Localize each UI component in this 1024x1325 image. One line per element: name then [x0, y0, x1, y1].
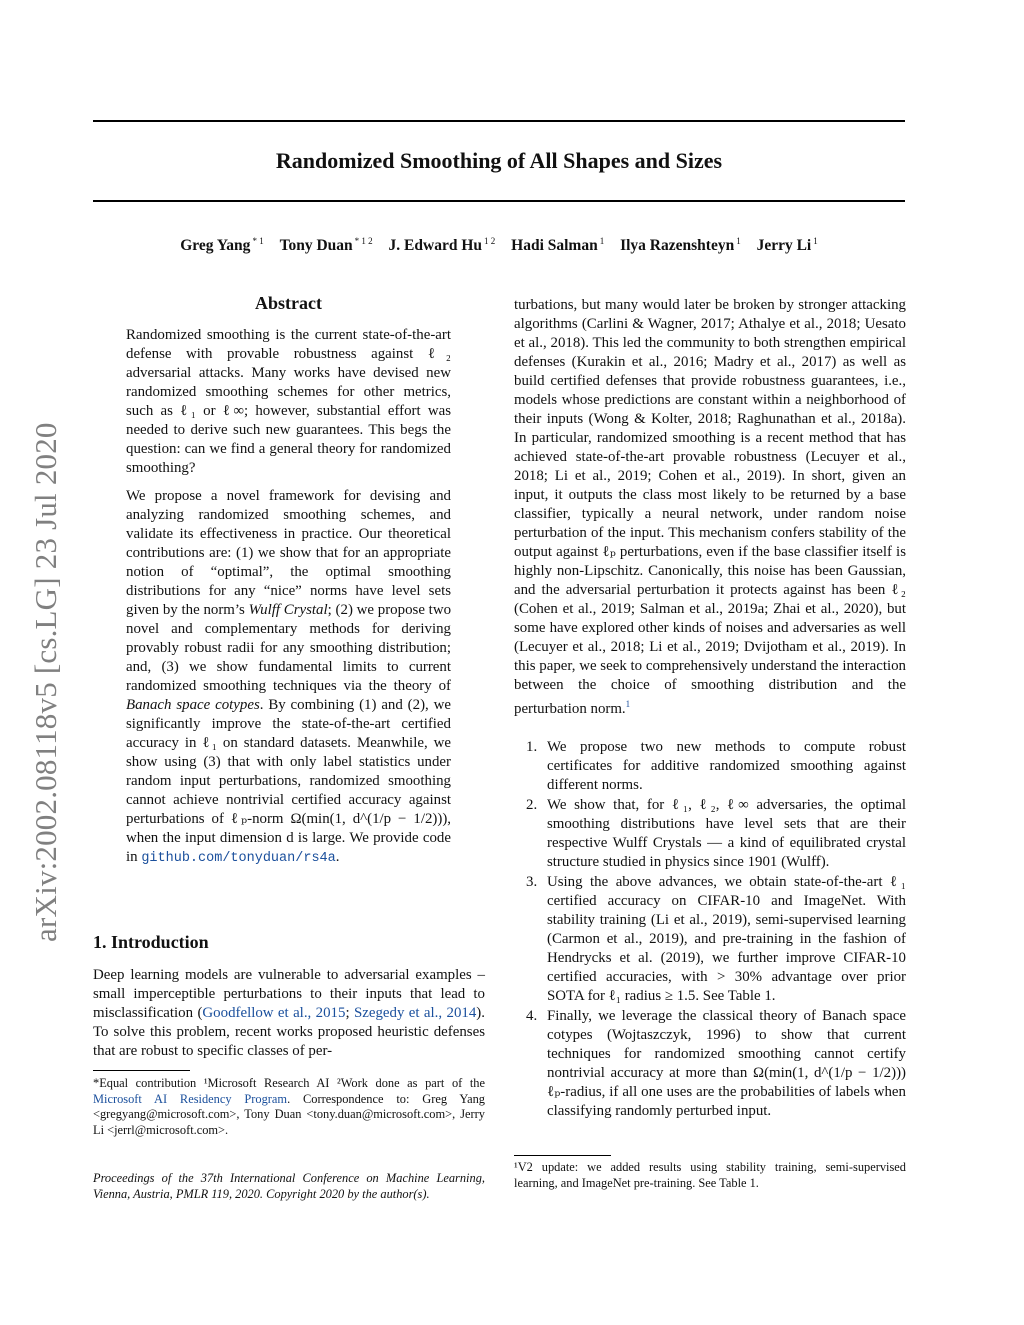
title-rule-bottom [93, 200, 905, 202]
list-item: 1. We propose two new methods to compute robust certificates for additive randomized smoothing against different norms. [526, 738, 906, 793]
author-list [93, 236, 905, 255]
footnote-marker[interactable]: 1 [625, 699, 631, 709]
author: Ilya Razenshteyn $^1$ [620, 236, 741, 255]
author: Hadi Salman $^1$ [511, 236, 605, 255]
paper-title: Randomized Smoothing of All Shapes and Sizes [275, 148, 723, 173]
intro-paragraph-continued: turbations, but many would later be broken by stronger attacking algorithms (Carlini & Wagner, 2017; Athalye et al., 2018; Uesato et al., 2018). This led the community to both strengthen empirical defenses (Kurakin et al., 2016; Madry et al., 2017) as well as build certified defenses that provide robustness guarantees, i.e., models whose predictions are constant within a neighborhood of their inputs (Wong & Kolter, 2018; Raghunathan et al., 2018a). In particular, randomized smoothing is a recent method that has achieved state-of-the-art provable robustness (Lecuyer et al., 2018; Li et al., 2019; Cohen et al., 2019). In short, given an input, it outputs the class most likely to be returned by a base classifier, typically a neural network, under random noise perturbation of the input. This mechanism confers stability of the output against ℓₚ perturbations, even if the base classifier itself is highly non-Lipschitz. Canonically, this noise has been Gaussian, and the adversarial perturbation it protects against has been ℓ₂ (Cohen et al., 2019; Salman et al., 2019a; Zhai et al., 2020), but some have explored other kinds of noises and adversaries as well (Lecuyer et al., 2018; Li et al., 2019; Dvijotham et al., 2019). In this paper, we seek to comprehensively understand the interaction between the choice of smoothing distribution and the perturbation norm.$^1$ [514, 297, 906, 717]
arxiv-stamp: arXiv:2002.08118v5 [cs.LG] 23 Jul 2020 [28, 422, 63, 942]
footnote-rule-right [514, 1155, 611, 1156]
author: J. Edward Hu $^{1 2}$ [388, 236, 496, 255]
citation-link[interactable]: Szegedy et al., 2014 [353, 1005, 477, 1021]
residency-link[interactable]: Microsoft AI Residency Program [93, 1091, 288, 1106]
author: Jerry Li $^1$ [756, 236, 818, 255]
list-item: 3. Using the above advances, we obtain state-of-the-art ℓ₁ certified accuracy on CIFAR-10 and ImageNet. With stability training (Li et al., 2019), semi-supervised learning (Carmon et al., 2019), and pre-training in the fashion of Hendrycks et al. (2019), we further improve CIFAR-10 certified accuracies, with > 30% advantage over prior SOTA for ℓ₁ radius ≥ 1.5. See Table 1. [526, 873, 906, 1004]
footnote-v2-update: ¹V2 update: we added results using stability training, semi-supervised learning, and ImageNet pre-training. See Table 1. [514, 1160, 906, 1190]
list-item: 4. Finally, we leverage the classical theory of Banach space cotypes (Wojtaszczyk, 1996) to show that current techniques for randomized smoothing cannot certify nontrivial accuracy at more than Ω(min(1, d^(1/p − 1/2))) ℓₚ-radius, if all one uses are the probabilities of labels when classifying randomly perturbed input. [526, 1007, 906, 1119]
list-item: 2. We show that, for ℓ₁, ℓ₂, ℓ∞ adversaries, the optimal smoothing distributions have level sets that are their respective Wulff Crystals — a kind of equilibrated crystal structure studied in physics since 1901 (Wulff). [526, 796, 906, 870]
intro-right-column [514, 296, 906, 1122]
citation-link[interactable]: Goodfellow et al., 2015 [202, 1005, 346, 1021]
author: Greg Yang $^{* 1}$ [180, 236, 264, 255]
abstract-body [126, 326, 451, 868]
abstract-paragraph-1: Randomized smoothing is the current state-of-the-art defense with provable robustness against ℓ₂ adversarial attacks. Many works have devised new randomized smoothing schemes for other metrics, such as ℓ₁ or ℓ∞; however, substantial effort was needed to derive such new guarantees. This begs the question: can we find a general theory for randomized smoothing? [126, 327, 451, 476]
proceedings-note: Proceedings of the 37th International Conference on Machine Learning, Vienna, Austria, PMLR 119, 2020. Copyright 2020 by the author(s). [93, 1171, 485, 1201]
contribution-list [514, 738, 906, 1121]
abstract-paragraph-2: We propose a novel framework for devising and analyzing randomized smoothing schemes, and validate its effectiveness in practice. Our theoretical contributions are: (1) we show that for an appropriate notion of “optimal”, the optimal smoothing distributions for any “nice” norms have level sets given by the norm’s Wulff Crystal; (2) we propose two novel and complementary methods for deriving provably robust radii for any smoothing distribution; and, (3) we show fundamental limits to current randomized smoothing techniques via the theory of Banach space cotypes. By combining (1) and (2), we significantly improve the state-of-the-art certified accuracy in ℓ₁ on standard datasets. Meanwhile, we show using (3) that with only label statistics under random input perturbations, randomized smoothing cannot achieve nontrivial certified accuracy against perturbations of ℓₚ-norm Ω(min(1, d^(1/p − 1/2))), when the input dimension d is large. We provide code in github.com/tonyduan/rs4a. [126, 488, 452, 866]
abstract-heading: Abstract [255, 293, 322, 313]
footnote-rule-left [93, 1070, 190, 1071]
code-link[interactable]: github.com/tonyduan/rs4a [141, 851, 336, 866]
intro-paragraph: Deep learning models are vulnerable to adversarial examples – small imperceptible perturbations to their inputs that lead to misclassification (Goodfellow et al., 2015; Szegedy et al., 2014). To solve this problem, recent works proposed heuristic defenses that are robust to specific classes of per- [93, 967, 485, 1059]
footnote-affiliations: *Equal contribution ¹Microsoft Research AI ²Work done as part of the Microsoft AI Residency Program. Correspondence to: Greg Yang <gregyang@microsoft.com>, Tony Duan <tony.duan@microsoft.com>, Jerry Li <jerrl@microsoft.com>. [93, 1076, 486, 1137]
section-heading-introduction: 1. Introduction [93, 932, 209, 952]
author: Tony Duan $^{* 1 2}$ [279, 236, 373, 255]
title-rule-top [93, 120, 905, 122]
